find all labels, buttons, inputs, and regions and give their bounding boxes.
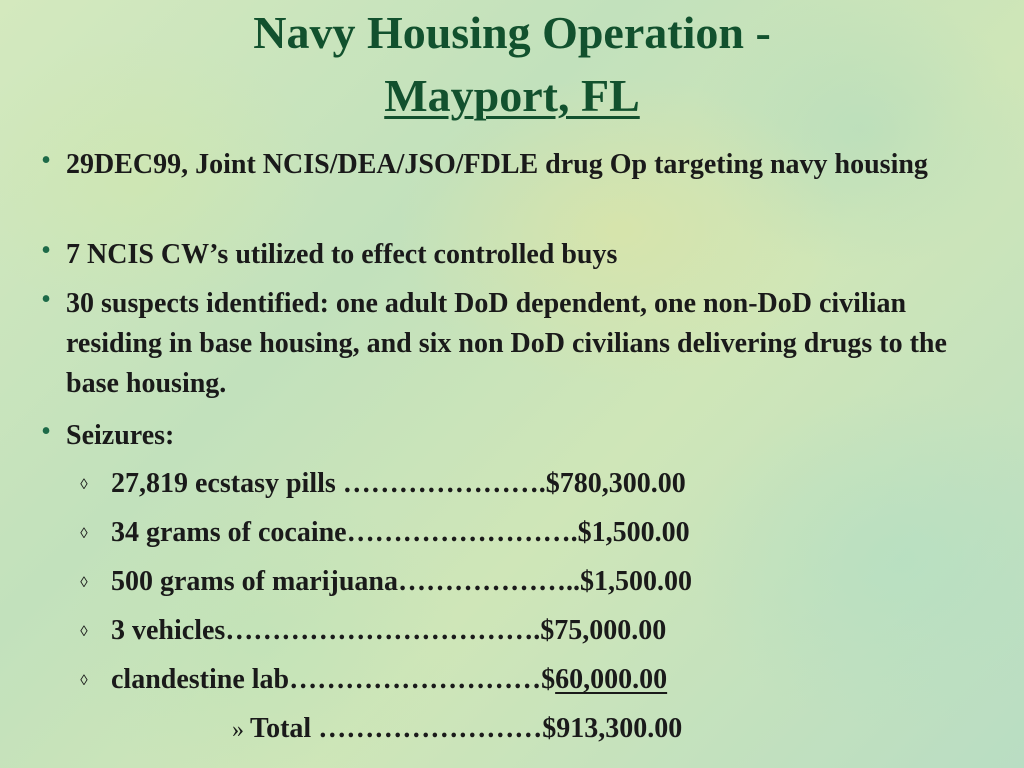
- seizure-item: [111, 660, 667, 700]
- seizure-item: 500 grams of marijuana………………..$1,500.00: [111, 566, 692, 597]
- bullet-dot-icon: •: [41, 416, 51, 447]
- slide-title-line1: Navy Housing Operation -: [253, 7, 771, 58]
- bullet-dot-icon: •: [41, 145, 51, 176]
- bullet-item: 30 suspects identified: one adult DoD dependent, one non-DoD civilian residing in base housing, and six non DoD civilians delivering drugs to the base housing.: [66, 288, 947, 399]
- diamond-icon: ◊: [80, 624, 88, 640]
- diamond-icon: ◊: [80, 526, 88, 542]
- seizure-item-label: clandestine lab………………………$: [111, 664, 556, 695]
- seizure-item: 3 vehicles…………………………….$75,000.00: [111, 615, 667, 646]
- bullet-item-seizures: Seizures:: [66, 420, 175, 451]
- chevron-right-icon: »: [232, 717, 244, 743]
- seizure-item-amount: 60,000.00: [555, 664, 668, 695]
- total-text: Total ……………………$913,300.00: [250, 713, 683, 744]
- bullet-item: 29DEC99, Joint NCIS/DEA/JSO/FDLE drug Op targeting navy housing: [66, 149, 928, 180]
- bullet-item: 7 NCIS CW’s utilized to effect controlled buys: [66, 239, 618, 270]
- diamond-icon: ◊: [80, 673, 88, 689]
- slide-title-line2: Mayport, FL: [384, 70, 640, 121]
- diamond-icon: ◊: [80, 477, 88, 493]
- total-line: [232, 709, 682, 750]
- seizure-item: 27,819 ecstasy pills ………………….$780,300.00: [111, 468, 686, 499]
- diamond-icon: ◊: [80, 575, 88, 591]
- bullet-dot-icon: •: [41, 235, 51, 266]
- seizure-item: 34 grams of cocaine…………………….$1,500.00: [111, 517, 690, 548]
- bullet-dot-icon: •: [41, 284, 51, 315]
